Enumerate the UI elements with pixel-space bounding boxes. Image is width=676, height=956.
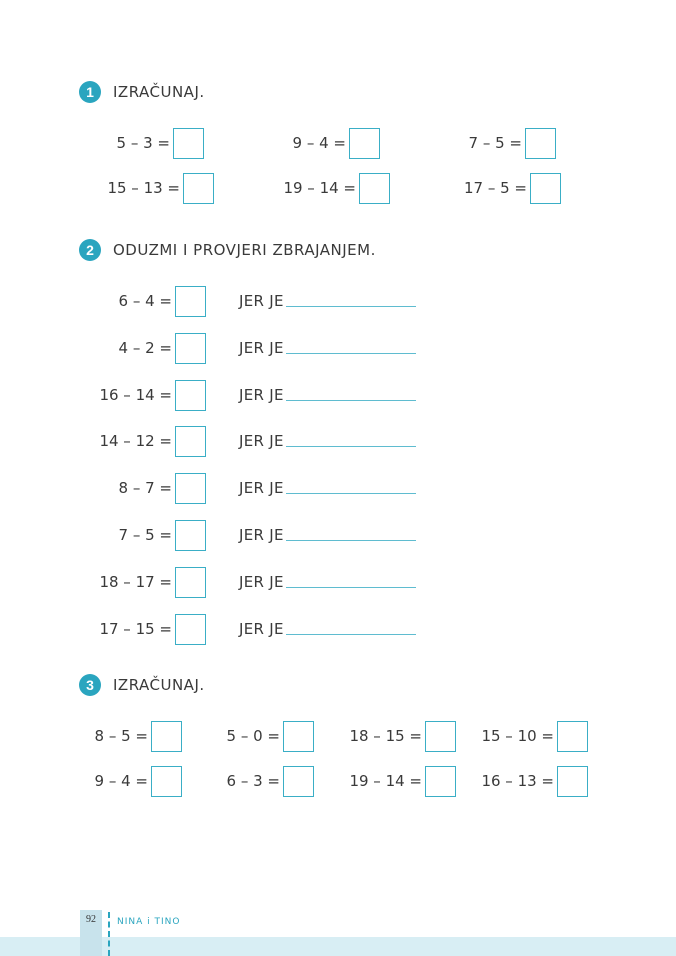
answer-box[interactable]	[151, 766, 182, 797]
expression: 15 – 10 =	[481, 727, 554, 745]
expression: 16 – 13 =	[481, 772, 554, 790]
answer-box[interactable]	[175, 520, 206, 551]
check-label: JER JE	[239, 526, 284, 544]
expression: 19 – 14 =	[283, 179, 356, 197]
expression: 8 – 7 =	[118, 479, 172, 497]
equation	[215, 764, 314, 798]
expression: 9 – 4 =	[292, 134, 346, 152]
answer-box[interactable]	[175, 567, 206, 598]
equation	[270, 171, 390, 205]
check-label: JER JE	[239, 573, 284, 591]
answer-box[interactable]	[557, 721, 588, 752]
expression: 18 – 15 =	[349, 727, 422, 745]
equation	[470, 764, 588, 798]
answer-box[interactable]	[175, 614, 206, 645]
answer-box[interactable]	[175, 380, 206, 411]
task-2-header	[79, 239, 376, 261]
expression: 17 – 15 =	[99, 620, 172, 638]
answer-box[interactable]	[175, 333, 206, 364]
expression: 4 – 2 =	[118, 339, 172, 357]
equation	[90, 331, 206, 365]
answer-line[interactable]	[286, 587, 416, 588]
equation	[450, 126, 556, 160]
answer-line[interactable]	[286, 353, 416, 354]
expression: 15 – 13 =	[107, 179, 180, 197]
equation	[80, 764, 182, 798]
task-number-badge: 1	[79, 81, 101, 103]
answer-box[interactable]	[359, 173, 390, 204]
equation	[90, 612, 206, 646]
expression: 5 – 3 =	[116, 134, 170, 152]
equation	[100, 126, 204, 160]
answer-box[interactable]	[557, 766, 588, 797]
equation	[340, 719, 456, 753]
expression: 18 – 17 =	[99, 573, 172, 591]
expression: 7 – 5 =	[468, 134, 522, 152]
expression: 14 – 12 =	[99, 432, 172, 450]
task-1-header	[79, 81, 205, 103]
answer-box[interactable]	[525, 128, 556, 159]
expression: 19 – 14 =	[349, 772, 422, 790]
expression: 6 – 4 =	[118, 292, 172, 310]
task-title: IZRAČUNAJ.	[113, 83, 205, 101]
equation	[90, 378, 206, 412]
book-title: NINA i TINO	[117, 917, 181, 927]
answer-box[interactable]	[425, 766, 456, 797]
expression: 6 – 3 =	[226, 772, 280, 790]
equation	[90, 565, 206, 599]
check-label: JER JE	[239, 479, 284, 497]
answer-box[interactable]	[283, 766, 314, 797]
equation	[450, 171, 561, 205]
expression: 8 – 5 =	[94, 727, 148, 745]
expression: 7 – 5 =	[118, 526, 172, 544]
answer-box[interactable]	[175, 286, 206, 317]
check-label: JER JE	[239, 292, 284, 310]
task-3-header	[79, 674, 205, 696]
task-number-badge: 2	[79, 239, 101, 261]
answer-box[interactable]	[151, 721, 182, 752]
expression: 17 – 5 =	[463, 179, 527, 197]
expression: 16 – 14 =	[99, 386, 172, 404]
expression: 5 – 0 =	[226, 727, 280, 745]
answer-box[interactable]	[183, 173, 214, 204]
equation	[90, 471, 206, 505]
answer-box[interactable]	[349, 128, 380, 159]
answer-box[interactable]	[530, 173, 561, 204]
answer-line[interactable]	[286, 634, 416, 635]
task-number-badge: 3	[79, 674, 101, 696]
answer-line[interactable]	[286, 306, 416, 307]
page-number: 92	[86, 914, 96, 925]
answer-box[interactable]	[425, 721, 456, 752]
equation	[90, 518, 206, 552]
equation	[90, 284, 206, 318]
equation	[470, 719, 588, 753]
answer-line[interactable]	[286, 493, 416, 494]
answer-line[interactable]	[286, 446, 416, 447]
equation	[100, 171, 214, 205]
equation	[340, 764, 456, 798]
answer-box[interactable]	[173, 128, 204, 159]
answer-line[interactable]	[286, 540, 416, 541]
answer-box[interactable]	[283, 721, 314, 752]
task-title: IZRAČUNAJ.	[113, 676, 205, 694]
answer-box[interactable]	[175, 426, 206, 457]
equation	[270, 126, 380, 160]
equation	[80, 719, 182, 753]
expression: 9 – 4 =	[94, 772, 148, 790]
check-label: JER JE	[239, 620, 284, 638]
check-label: JER JE	[239, 386, 284, 404]
answer-line[interactable]	[286, 400, 416, 401]
answer-box[interactable]	[175, 473, 206, 504]
check-label: JER JE	[239, 339, 284, 357]
check-label: JER JE	[239, 432, 284, 450]
footer-dashed-divider	[108, 912, 110, 956]
equation	[90, 424, 206, 458]
task-title: ODUZMI I PROVJERI ZBRAJANJEM.	[113, 241, 376, 259]
equation	[215, 719, 314, 753]
